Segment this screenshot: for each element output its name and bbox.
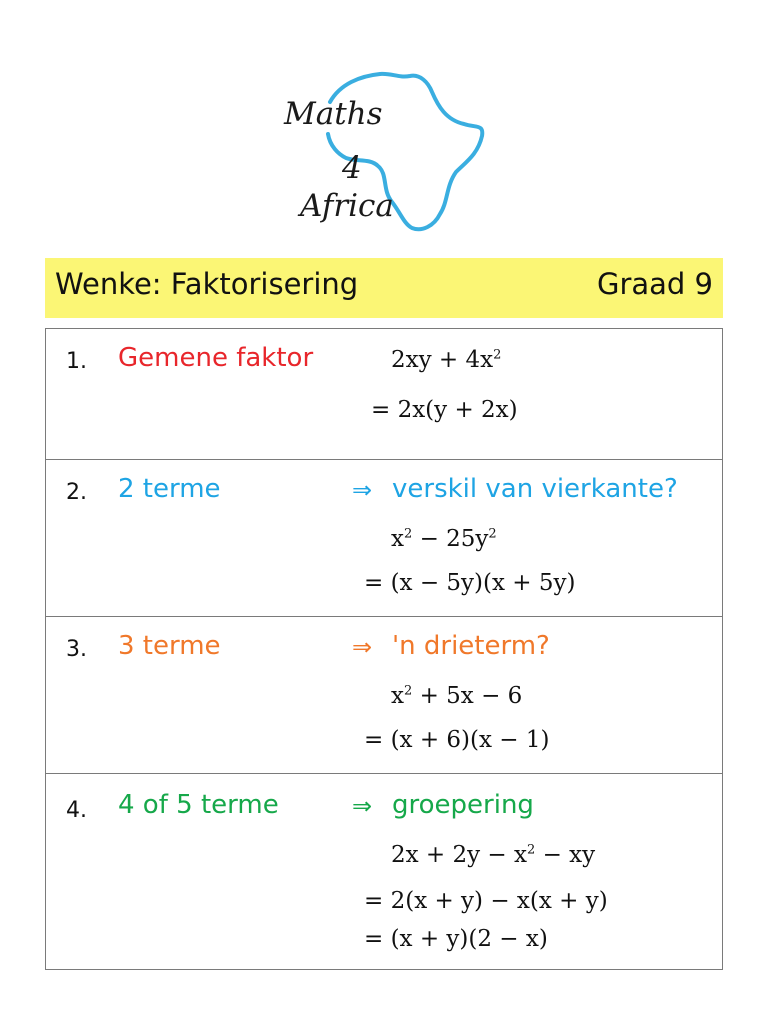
expression-line: $x^2 - 25y^2$ [391, 526, 497, 552]
logo-line-maths: Maths [284, 96, 383, 132]
row-number: 1. [66, 349, 87, 374]
tip-row-3 [46, 617, 722, 774]
expression-line: $2x + 2y - x^2$ − xy [391, 842, 596, 868]
row-hint: 'n drieterm? [392, 631, 550, 661]
tip-row-1 [46, 329, 722, 460]
expression-line: = (x − 5y)(x + 5y) [364, 570, 576, 596]
row-category: 4 of 5 terme [118, 790, 279, 820]
factorising-tips-table [45, 328, 723, 970]
row-number: 3. [66, 637, 87, 662]
logo-line-africa: Africa [300, 188, 394, 224]
title-banner [45, 258, 723, 318]
row-category: 2 terme [118, 474, 221, 504]
row-hint: verskil van vierkante? [392, 474, 678, 504]
tip-row-4 [46, 774, 722, 969]
logo-line-4: 4 [342, 150, 362, 186]
expression-line: = 2(x + y) − x(x + y) [364, 888, 608, 914]
expression-line: = 2x(y + 2x) [371, 397, 518, 423]
expression-line: $2xy + 4x^2$ [391, 347, 502, 373]
row-number: 2. [66, 480, 87, 505]
page-title: Wenke: Faktorisering [55, 267, 359, 301]
row-category: Gemene faktor [118, 343, 314, 373]
implies-arrow-icon: ⇒ [352, 792, 373, 820]
row-hint: groepering [392, 790, 534, 820]
grade-label: Graad 9 [596, 267, 713, 301]
row-category: 3 terme [118, 631, 221, 661]
expression-line: = (x + y)(2 − x) [364, 926, 548, 952]
implies-arrow-icon: ⇒ [352, 476, 373, 504]
implies-arrow-icon: ⇒ [352, 633, 373, 661]
tip-row-2 [46, 460, 722, 617]
row-number: 4. [66, 798, 87, 823]
expression-line: = (x + 6)(x − 1) [364, 727, 550, 753]
logo [270, 62, 500, 242]
expression-line: $x^2 + 5x - 6$ [391, 683, 523, 709]
